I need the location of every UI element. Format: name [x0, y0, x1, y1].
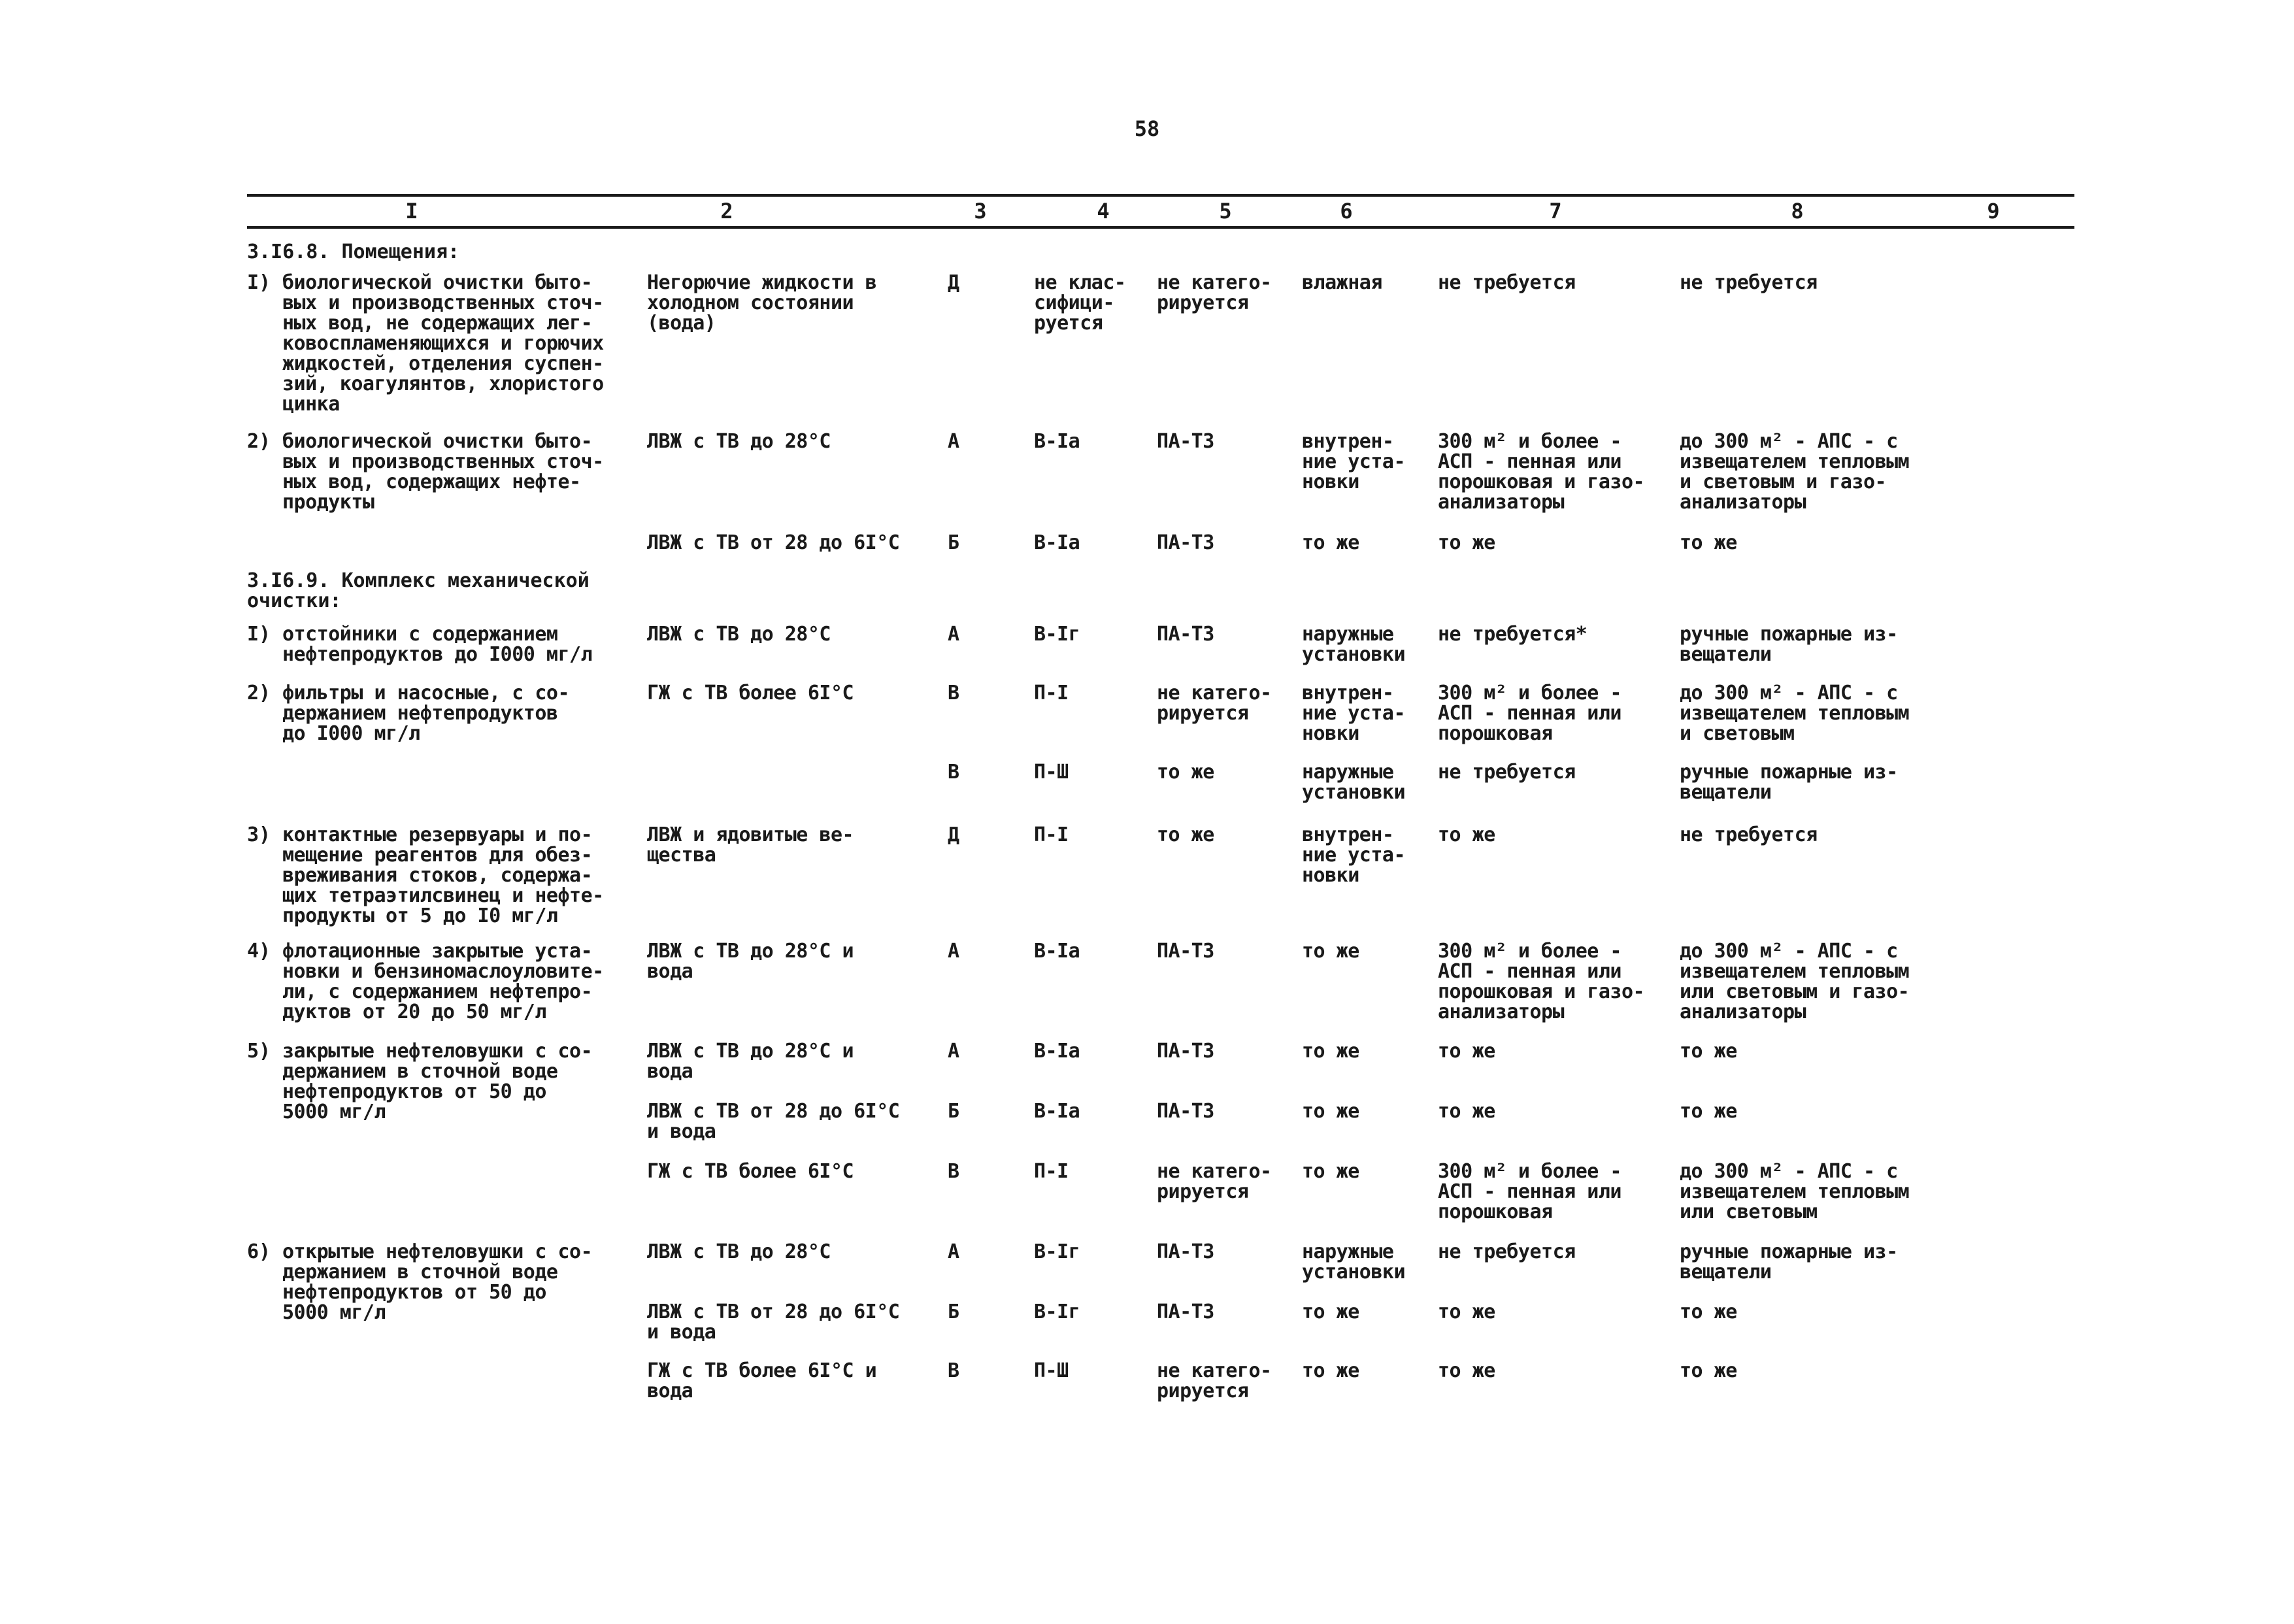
table-cell-col6: внутрен- ние уста- новки	[1302, 430, 1406, 493]
table-cell-col5: ПА-ТЗ	[1157, 430, 1214, 453]
row-number: 6)	[247, 1240, 271, 1263]
table-cell-col3: В	[948, 682, 959, 704]
table-cell-col6: то же	[1302, 1301, 1359, 1323]
table-cell-col6: то же	[1302, 1100, 1359, 1123]
page-number: 58	[1134, 116, 1160, 141]
table-cell-col8: не требуется	[1680, 823, 1818, 846]
column-number-6: 6	[1340, 199, 1353, 224]
table-cell-col7: 300 м² и более - АСП - пенная или порошковая	[1438, 682, 1621, 745]
table-cell-col2: ЛВЖ с ТВ от 28 до 6I°С и вода	[647, 1100, 900, 1143]
table-cell-col6: внутрен- ние уста- новки	[1302, 682, 1406, 745]
table-cell-col5: не катего- рируется	[1157, 1160, 1272, 1203]
table-cell-col8: то же	[1680, 1359, 1737, 1382]
table-cell-col7: не требуется	[1438, 1240, 1576, 1263]
row-number: 5)	[247, 1040, 271, 1063]
table-cell-col2: ГЖ с ТВ более 6I°С и вода	[647, 1359, 877, 1402]
table-cell-col3: А	[948, 1240, 959, 1263]
table-cell-col7: не требуется	[1438, 761, 1576, 784]
column-number-5: 5	[1219, 199, 1232, 224]
table-cell-col1: открытые нефтеловушки с со- держанием в сточной воде нефтепродуктов от 50 до 5000 мг/л	[282, 1240, 593, 1324]
table-cell-col6: влажная	[1302, 271, 1382, 294]
table-cell-col5: ПА-ТЗ	[1157, 623, 1214, 646]
table-cell-col1: биологической очистки быто- вых и производственных сточ- ных вод, не содержащих лег- ковоспламеняющихся и горючих жидкостей, отделения суспен- зий, коагулянтов, хлористого цинка	[282, 271, 604, 416]
table-cell-col3: В	[948, 1359, 959, 1382]
table-cell-col7: то же	[1438, 531, 1495, 554]
table-cell-col3: Д	[948, 823, 959, 846]
table-cell-col2: ЛВЖ с ТВ от 28 до 6I°С	[647, 531, 900, 554]
table-cell-col1: биологической очистки быто- вых и производственных сточ- ных вод, содержащих нефте- продукты	[282, 430, 604, 514]
table-cell-col4: В-Iа	[1034, 940, 1080, 963]
row-number: 4)	[247, 940, 271, 963]
row-number: 2)	[247, 430, 271, 453]
table-top-rule	[247, 194, 2074, 197]
table-cell-col8: ручные пожарные из- вещатели	[1680, 1240, 1898, 1284]
table-cell-col4: В-Iа	[1034, 531, 1080, 554]
table-cell-col5: ПА-ТЗ	[1157, 940, 1214, 963]
table-cell-col4: В-Iа	[1034, 430, 1080, 453]
table-cell-col6: то же	[1302, 940, 1359, 963]
table-cell-col4: не клас- сифици- руется	[1034, 271, 1126, 335]
table-cell-col7: то же	[1438, 823, 1495, 846]
table-cell-col5: то же	[1157, 823, 1214, 846]
table-cell-col7: то же	[1438, 1040, 1495, 1063]
table-cell-col3: В	[948, 761, 959, 784]
table-cell-col8: то же	[1680, 1100, 1737, 1123]
table-cell-col7: не требуется*	[1438, 623, 1588, 646]
table-cell-col2: ЛВЖ с ТВ до 28°С и вода	[647, 1040, 854, 1083]
table-cell-col8: ручные пожарные из- вещатели	[1680, 623, 1898, 666]
table-cell-col1: флотационные закрытые уста- новки и бензиномаслоуловите- ли, с содержанием нефтепро- дуктов от 20 до 50 мг/л	[282, 940, 604, 1023]
table-cell-col5: ПА-ТЗ	[1157, 531, 1214, 554]
table-cell-col8: до 300 м² - АПС - с извещателем тепловым и световым и газо- анализаторы	[1680, 430, 1910, 514]
table-cell-col3: Б	[948, 1301, 959, 1323]
table-cell-col8: до 300 м² - АПС - с извещателем тепловым или световым и газо- анализаторы	[1680, 940, 1910, 1023]
table-cell-col2: ГЖ с ТВ более 6I°С	[647, 682, 854, 704]
table-cell-col7: 300 м² и более - АСП - пенная или порошковая и газо- анализаторы	[1438, 940, 1645, 1023]
table-cell-col8: то же	[1680, 1301, 1737, 1323]
table-cell-col5: ПА-ТЗ	[1157, 1301, 1214, 1323]
table-cell-col8: до 300 м² - АПС - с извещателем тепловым или световым	[1680, 1160, 1910, 1223]
column-number-7: 7	[1549, 199, 1562, 224]
table-cell-col2: ЛВЖ с ТВ от 28 до 6I°С и вода	[647, 1301, 900, 1344]
table-cell-col3: А	[948, 1040, 959, 1063]
table-cell-col3: В	[948, 1160, 959, 1183]
table-cell-col5: ПА-ТЗ	[1157, 1240, 1214, 1263]
row-number: I)	[247, 623, 271, 646]
table-cell-col8: не требуется	[1680, 271, 1818, 294]
table-cell-col2: ЛВЖ с ТВ до 28°С	[647, 623, 831, 646]
table-cell-col3: А	[948, 623, 959, 646]
table-cell-col7: 300 м² и более - АСП - пенная или порошковая	[1438, 1160, 1621, 1223]
table-cell-col5: не катего- рируется	[1157, 271, 1272, 314]
table-cell-col4: В-Iг	[1034, 1301, 1080, 1323]
table-cell-col6: то же	[1302, 531, 1359, 554]
table-cell-col2: ЛВЖ с ТВ до 28°С	[647, 1240, 831, 1263]
section-title: 3.I6.9. Комплекс механической очистки:	[247, 569, 590, 612]
table-cell-col2: ЛВЖ с ТВ до 28°С и вода	[647, 940, 854, 983]
table-cell-col6: наружные установки	[1302, 761, 1406, 804]
table-cell-col7: то же	[1438, 1301, 1495, 1323]
table-cell-col7: то же	[1438, 1100, 1495, 1123]
table-cell-col5: не катего- рируется	[1157, 682, 1272, 725]
table-cell-col4: П-Ш	[1034, 1359, 1069, 1382]
row-number: 2)	[247, 682, 271, 704]
table-cell-col4: В-Iа	[1034, 1100, 1080, 1123]
table-cell-col7: не требуется	[1438, 271, 1576, 294]
table-cell-col6: внутрен- ние уста- новки	[1302, 823, 1406, 887]
table-cell-col4: П-I	[1034, 682, 1069, 704]
table-cell-col1: отстойники с содержанием нефтепродуктов до I000 мг/л	[282, 623, 593, 666]
table-cell-col7: то же	[1438, 1359, 1495, 1382]
section-title: 3.I6.8. Помещения:	[247, 240, 460, 263]
table-cell-col6: наружные установки	[1302, 623, 1406, 666]
column-number-1: I	[405, 199, 418, 224]
column-number-9: 9	[1987, 199, 2000, 224]
table-cell-col4: П-Ш	[1034, 761, 1069, 784]
table-header-rule	[247, 226, 2074, 229]
column-number-2: 2	[720, 199, 733, 224]
table-cell-col3: Б	[948, 531, 959, 554]
column-number-8: 8	[1791, 199, 1804, 224]
table-cell-col5: не катего- рируется	[1157, 1359, 1272, 1402]
table-cell-col2: Негорючие жидкости в холодном состоянии (вода)	[647, 271, 877, 335]
column-number-4: 4	[1097, 199, 1110, 224]
table-cell-col3: А	[948, 430, 959, 453]
table-cell-col6: наружные установки	[1302, 1240, 1406, 1284]
row-number: I)	[247, 271, 271, 294]
table-cell-col4: В-Iг	[1034, 623, 1080, 646]
table-cell-col6: то же	[1302, 1359, 1359, 1382]
table-cell-col8: до 300 м² - АПС - с извещателем тепловым и световым	[1680, 682, 1910, 745]
table-cell-col4: П-I	[1034, 1160, 1069, 1183]
table-cell-col4: П-I	[1034, 823, 1069, 846]
table-cell-col7: 300 м² и более - АСП - пенная или порошковая и газо- анализаторы	[1438, 430, 1645, 514]
table-cell-col4: В-Iг	[1034, 1240, 1080, 1263]
table-cell-col5: ПА-ТЗ	[1157, 1040, 1214, 1063]
table-cell-col1: закрытые нефтеловушки с со- держанием в сточной воде нефтепродуктов от 50 до 5000 мг/л	[282, 1040, 593, 1123]
table-cell-col6: то же	[1302, 1040, 1359, 1063]
table-cell-col8: ручные пожарные из- вещатели	[1680, 761, 1898, 804]
row-number: 3)	[247, 823, 271, 846]
table-cell-col8: то же	[1680, 1040, 1737, 1063]
table-cell-col3: Д	[948, 271, 959, 294]
table-cell-col8: то же	[1680, 531, 1737, 554]
table-cell-col2: ГЖ с ТВ более 6I°С	[647, 1160, 854, 1183]
table-cell-col3: Б	[948, 1100, 959, 1123]
table-cell-col4: В-Iа	[1034, 1040, 1080, 1063]
table-cell-col1: контактные резервуары и по- мещение реагентов для обез- вреживания стоков, содержа- щих тетраэтилсвинец и нефте- продукты от 5 до I0 мг/л	[282, 823, 604, 927]
table-cell-col2: ЛВЖ и ядовитые ве- щества	[647, 823, 854, 867]
table-cell-col3: А	[948, 940, 959, 963]
table-cell-col5: ПА-ТЗ	[1157, 1100, 1214, 1123]
table-cell-col5: то же	[1157, 761, 1214, 784]
table-cell-col6: то же	[1302, 1160, 1359, 1183]
table-cell-col1: фильтры и насосные, с со- держанием нефтепродуктов до I000 мг/л	[282, 682, 570, 745]
column-number-3: 3	[974, 199, 987, 224]
table-cell-col2: ЛВЖ с ТВ до 28°С	[647, 430, 831, 453]
